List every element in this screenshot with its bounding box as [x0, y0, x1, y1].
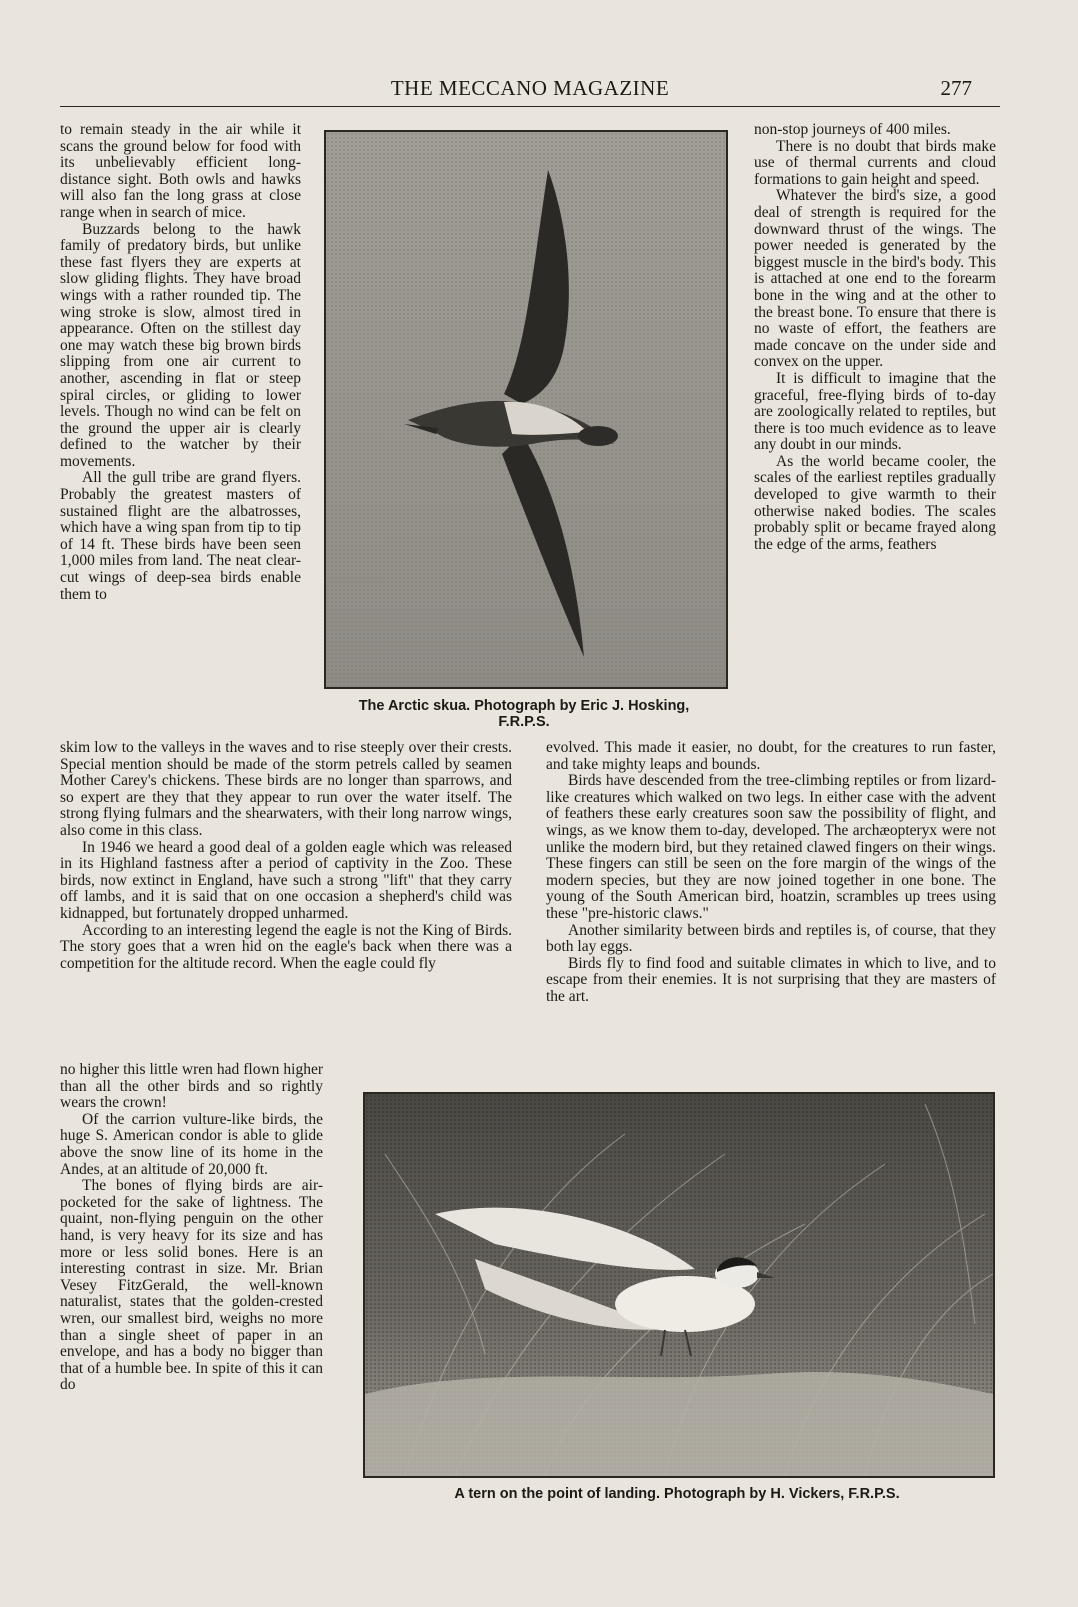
right-narrow-column	[754, 122, 996, 740]
paragraph: evolved. This made it easier, no doubt, for the creatures to run faster, and take mighty leaps and bounds.	[546, 740, 996, 773]
paragraph: As the world became cooler, the scales of the earliest reptiles gradually developed to give warmth to their otherwise naked bodies. The scales probably split or became frayed along the edge of the arms, feathers	[754, 452, 996, 553]
paragraph: no higher this little wren had flown higher than all the other birds and so rightly wears the crown!	[60, 1062, 323, 1112]
tern-caption: A tern on the point of landing. Photograph by H. Vickers, F.R.P.S.	[454, 1486, 900, 1502]
skua-caption	[314, 698, 734, 730]
paragraph: non-stop journeys of 400 miles.	[754, 122, 951, 138]
masthead: THE MECCANO MAGAZINE	[390, 76, 670, 100]
paragraph: to remain steady in the air while it scans the ground below for food with its unbelievably efficient long-distance sight. Both owls and hawks will also fan the long grass at close range when in search of mice.	[60, 122, 301, 221]
paragraph: Of the carrion vulture-like birds, the huge S. American condor is able to glide above the snow line of its home in the Andes, at an altitude of 20,000 ft.	[60, 1110, 323, 1178]
paragraph: Another similarity between birds and reptiles is, of course, that they both lay eggs.	[546, 921, 996, 956]
paragraph: According to an interesting legend the eagle is not the King of Birds. The story goes that a wren hid on the eagle's back when there was a competition for the altitude record. When the eagle could fly	[60, 921, 512, 972]
left-narrow-column	[60, 122, 301, 740]
paragraph: The bones of flying birds are air-pocketed for the sake of lightness. The quaint, non-flying penguin on the other hand, is very heavy for its size and has more or less solid bones. Here is an interesting contrast in size. Mr. Brian Vesey FitzGerald, the well-known naturalist, states that the golden-crested wren, our smallest bird, weighs no more than a single sheet of paper in an envelope, and has a body no bigger than that of a humble bee. In spite of this it can do	[60, 1177, 323, 1394]
page-number: 277	[940, 76, 972, 100]
skua-caption-line1: The Arctic skua. Photograph by Eric J. Hosking,	[358, 698, 690, 714]
paragraph: It is difficult to imagine that the graceful, free-flying birds of to-day are zoologically related to reptiles, but there is too much evidence as to leave any doubt in our minds.	[754, 369, 996, 454]
skua-illustration	[326, 132, 726, 687]
paragraph: skim low to the valleys in the waves and to rise steeply over their crests. Special mention should be made of the storm petrels called by seamen Mother Carey's chickens. These birds are no longer than sparrows, and so expert are they that they appear to run over the water itself. The strong flying fulmars and the shearwaters, with their long narrow wings, also come in this class.	[60, 740, 512, 839]
paragraph: All the gull tribe are grand flyers. Probably the greatest masters of sustained flight are the albatrosses, which have a wing span from tip to tip of 14 ft. These birds have been seen 1,000 miles from land. The neat clear-cut wings of deep-sea birds enable them to	[60, 469, 301, 603]
page-header	[60, 76, 1000, 107]
paragraph: There is no doubt that birds make use of thermal currents and cloud formations to gain height and speed.	[754, 137, 996, 188]
middle-right-column	[546, 740, 996, 1065]
skua-caption-line2: F.R.P.S.	[498, 714, 550, 730]
paragraph: Birds have descended from the tree-climbing reptiles or from lizard-like creatures which walked on two legs. In either case with the advent of feathers these early creatures soon saw the possibility of flight, and wings, as we know them to-day, developed. The archæopteryx were not unlike the modern bird, but they retained clawed fingers on their wings. These fingers can still be seen on the fore margin of the wings of the modern species, but they are now joined together in one bone. The young of the South American bird, hoatzin, scrambles up trees using these "pre-historic claws."	[546, 772, 996, 922]
paragraph: Whatever the bird's size, a good deal of strength is required for the downward thrust of the wings. The power needed is generated by the biggest muscle in the bird's body. This is attached at one end to the forearm bone in the wing and at the other to the breast bone. To ensure that there is no waste of effort, the feathers are made concave on the under side and convex on the upper.	[754, 187, 996, 371]
tern-illustration	[365, 1094, 993, 1476]
tern-photo	[363, 1092, 995, 1478]
paragraph: Buzzards belong to the hawk family of predatory birds, but unlike these fast flyers they are experts at slow gliding flights. They have broad wings with a rather rounded tip. The wing stroke is slow, almost tired in appearance. Often on the stillest day one may watch these big brown birds slipping from one air current to another, ascending in flat or steep spiral circles, or gliding to lower levels. Though no wind can be felt on the ground the upper air is clearly defined to the watcher by their movements.	[60, 220, 301, 470]
skua-photo	[324, 130, 728, 689]
paragraph: In 1946 we heard a good deal of a golden eagle which was released in its Highland fastness after a period of captivity in the Zoo. These birds, now extinct in England, have such a strong "lift" that they carry off lambs, and it is said that on one occasion a shepherd's child was kidnapped, but fortunately dropped unharmed.	[60, 838, 512, 922]
bottom-left-column	[60, 1062, 323, 1517]
paragraph: Birds fly to find food and suitable climates in which to live, and to escape from their enemies. It is not surprising that they are masters of the art.	[546, 954, 996, 1005]
middle-left-column	[60, 740, 512, 1065]
